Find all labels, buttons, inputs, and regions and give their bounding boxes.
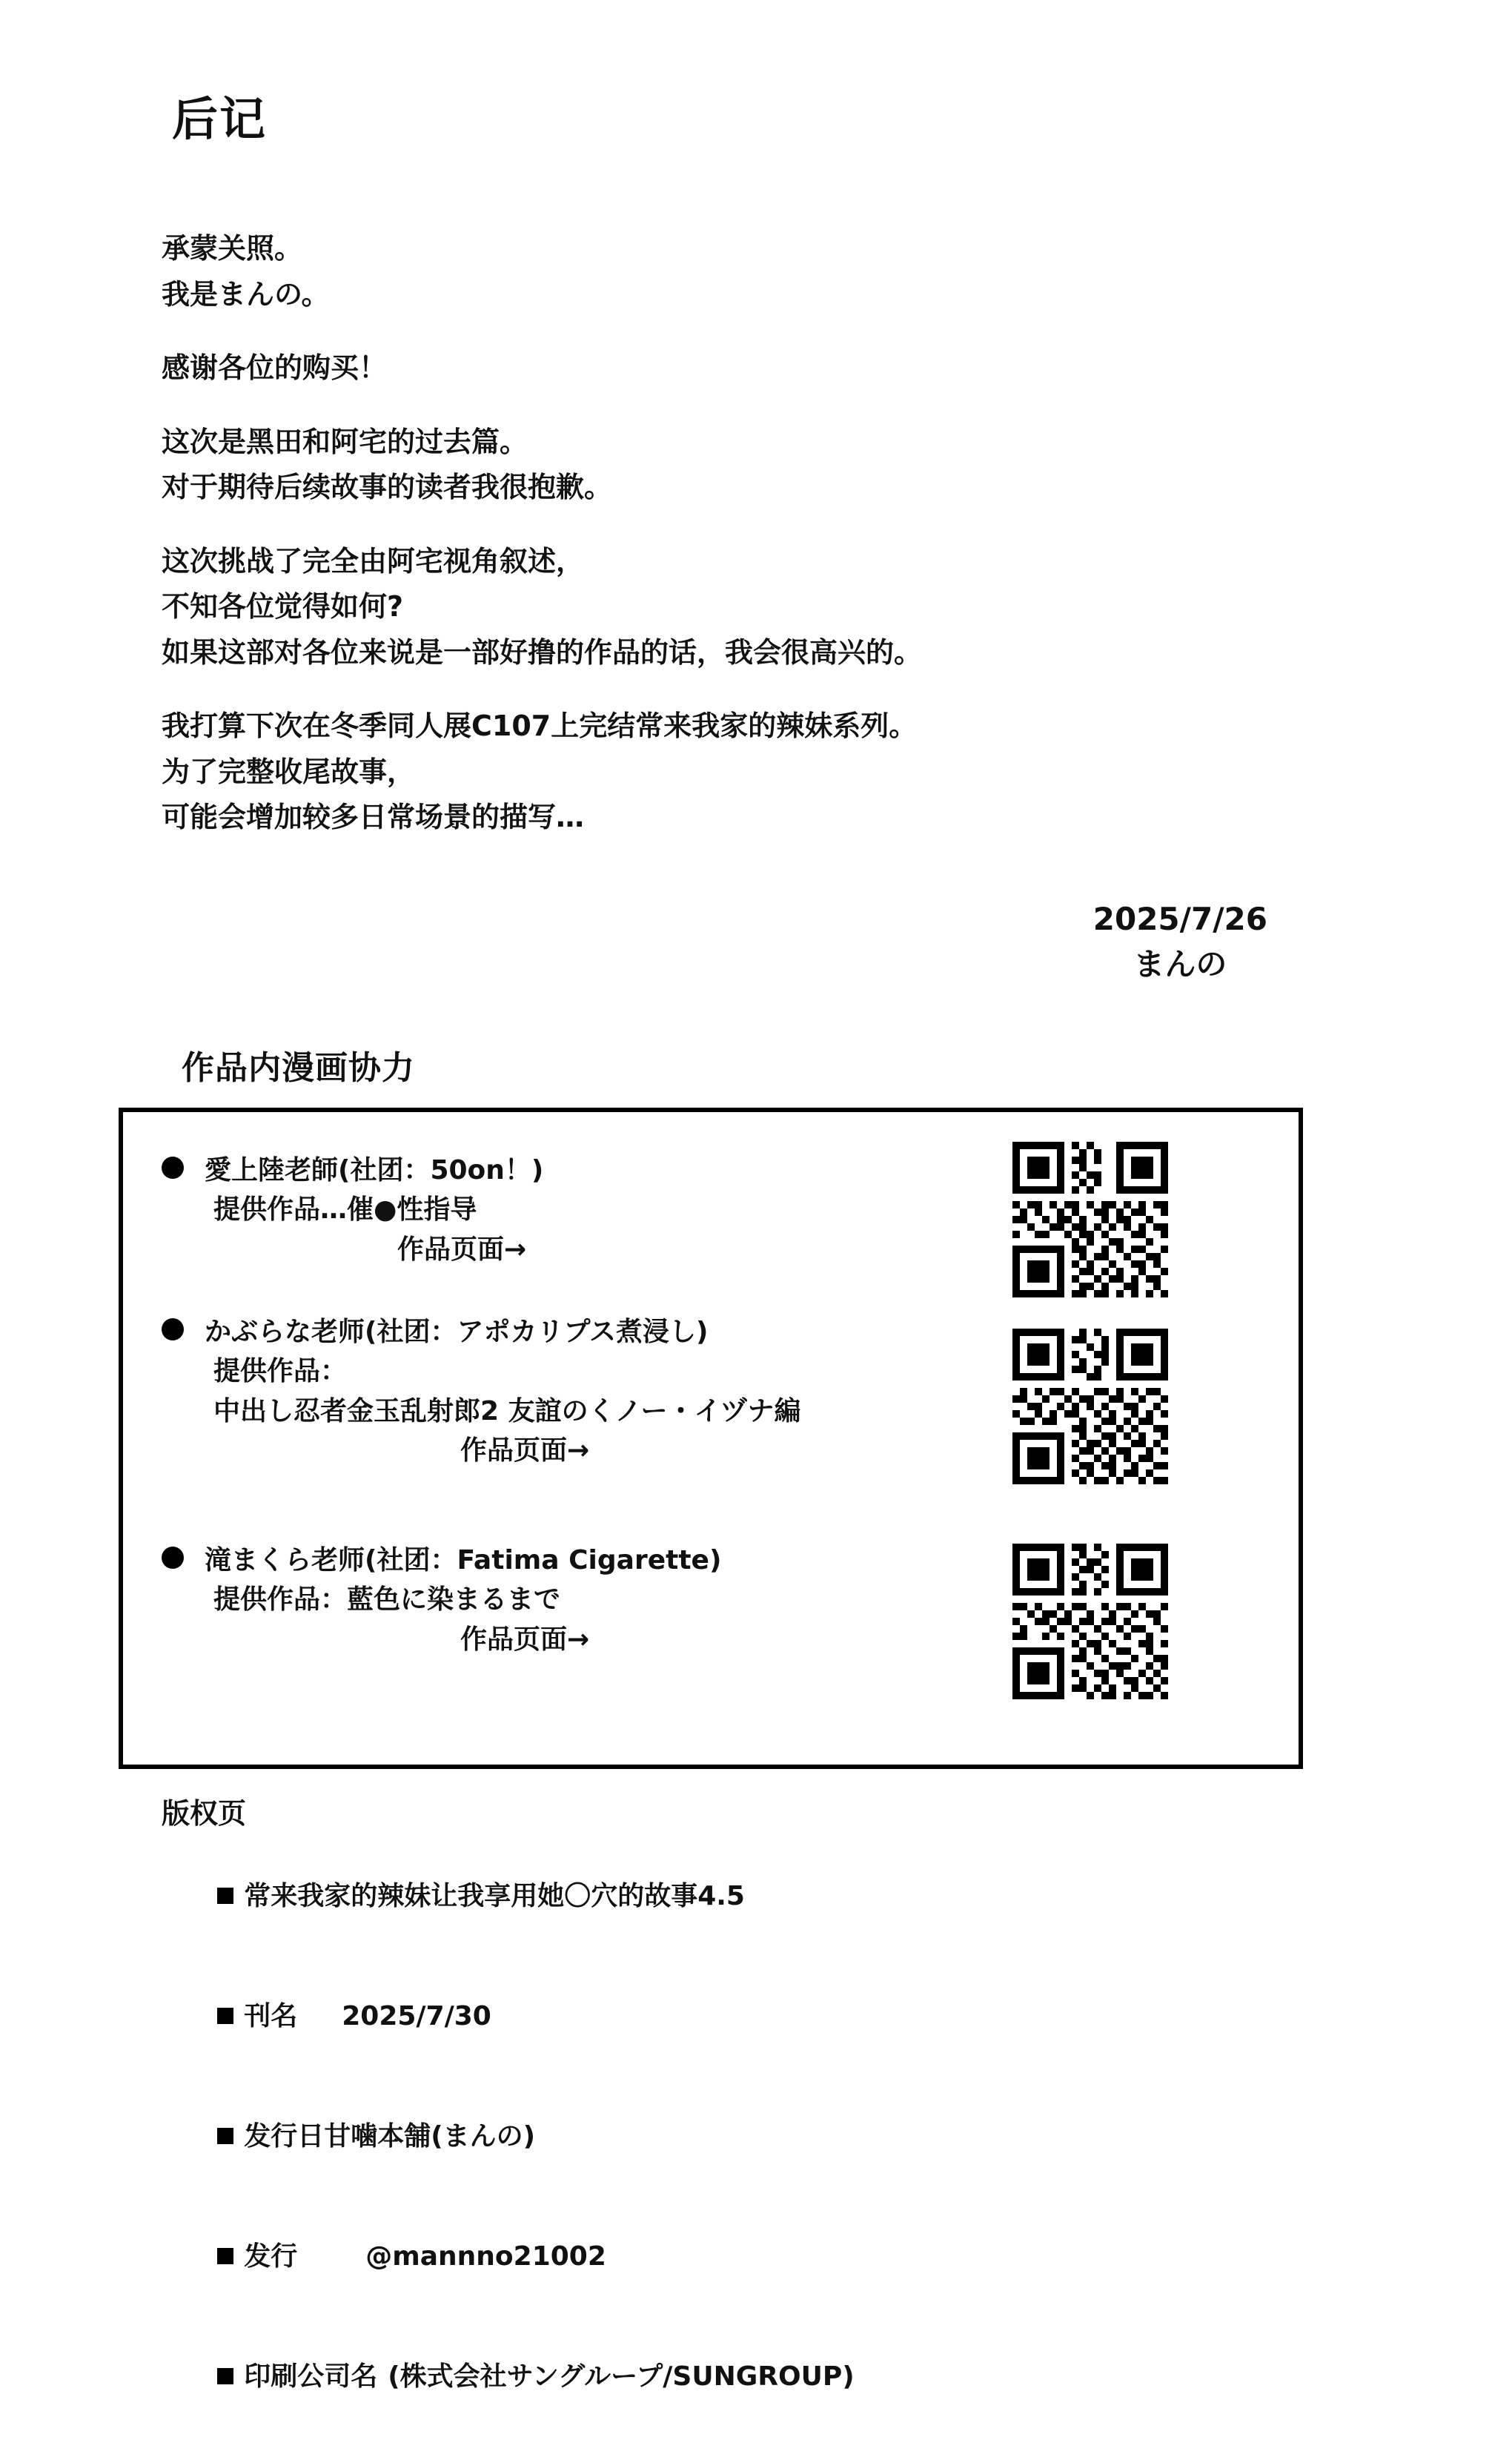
bullet-icon bbox=[162, 1318, 184, 1340]
afterword-line: 感谢各位的购买！ bbox=[162, 351, 388, 385]
afterword-line: 如果这部对各位来说是一部好撸的作品的话，我会很高兴的。 bbox=[162, 635, 923, 669]
afterword-line: 我打算下次在冬季同人展C107上完结常来我家的辣妹系列。 bbox=[162, 710, 918, 743]
credit-page-link[interactable]: 作品页面→ bbox=[460, 1624, 590, 1655]
colophon-row bbox=[162, 2077, 855, 2197]
credit-entry-text bbox=[205, 1312, 801, 1470]
colophon-value: 甘噛本舗(まんの) bbox=[324, 2121, 536, 2152]
colophon-label: 印刷公司名 bbox=[244, 2361, 378, 2392]
page-title: 后记 bbox=[172, 92, 268, 146]
colophon-row bbox=[162, 1957, 855, 2077]
credit-line: 提供作品…催●性指导 bbox=[213, 1194, 477, 1226]
colophon bbox=[162, 1793, 855, 2437]
colophon-value: 2025/7/30 bbox=[342, 2001, 491, 2031]
afterword-line: 这次是黑田和阿宅的过去篇。 bbox=[162, 425, 528, 458]
credit-line: 愛上陸老師(社团：50on！) bbox=[205, 1155, 544, 1186]
credit-entry bbox=[162, 1151, 543, 1269]
colophon-heading: 版权页 bbox=[162, 1797, 247, 1830]
colophon-value: @mannno21002 bbox=[365, 2241, 606, 2272]
credit-line: 滝まくら老师(社团：Fatima Cigarette) bbox=[205, 1545, 722, 1575]
credit-line: 提供作品：藍色に染まるまで bbox=[213, 1584, 561, 1616]
afterword-line: 我是まんの。 bbox=[162, 277, 330, 311]
colophon-label: 发行日 bbox=[244, 2121, 325, 2152]
credit-entry bbox=[162, 1312, 801, 1470]
colophon-row bbox=[162, 2197, 855, 2317]
bullet-icon bbox=[162, 1547, 184, 1569]
credits-box bbox=[119, 1108, 1303, 1769]
signature-date: 2025/7/26 bbox=[1092, 901, 1267, 937]
credit-page-link[interactable]: 作品页面→ bbox=[460, 1435, 590, 1466]
credits-heading: 作品内漫画协力 bbox=[182, 1049, 415, 1087]
credit-entry-text bbox=[205, 1151, 543, 1269]
afterword-line: 对于期待后续故事的读者我很抱歉。 bbox=[162, 471, 613, 504]
credit-entry bbox=[162, 1541, 721, 1659]
square-bullet-icon bbox=[217, 2248, 233, 2264]
afterword-line: 为了完整收尾故事， bbox=[162, 755, 416, 788]
credit-page-link[interactable]: 作品页面→ bbox=[397, 1234, 527, 1265]
signature-block bbox=[1093, 897, 1267, 988]
afterword-body bbox=[162, 226, 1303, 869]
credit-line: 中出し忍者金玉乱射郎2 友誼のくノー・イヅナ編 bbox=[213, 1395, 801, 1426]
colophon-row bbox=[162, 1836, 855, 1957]
colophon-value: (株式会社サングループ/SUNGROUP) bbox=[388, 2361, 855, 2392]
afterword-line: 可能会增加较多日常场景的描写… bbox=[162, 801, 585, 834]
afterword-line: 这次挑战了完全由阿宅视角叙述， bbox=[162, 544, 585, 578]
qr-code-icon[interactable] bbox=[1012, 1142, 1168, 1297]
signature-name: まんの bbox=[1133, 945, 1227, 982]
square-bullet-icon bbox=[217, 2008, 233, 2024]
colophon-label: 刊名 bbox=[244, 2001, 298, 2031]
afterword-paragraph bbox=[162, 345, 1303, 391]
credit-entry-text bbox=[205, 1541, 721, 1659]
qr-code-icon[interactable] bbox=[1012, 1544, 1168, 1699]
square-bullet-icon bbox=[217, 2368, 233, 2384]
credit-line: 提供作品： bbox=[213, 1356, 348, 1387]
afterword-paragraph bbox=[162, 704, 1303, 841]
bullet-icon bbox=[162, 1157, 184, 1179]
qr-code-icon[interactable] bbox=[1012, 1329, 1168, 1484]
square-bullet-icon bbox=[217, 1888, 233, 1904]
credit-line: かぶらな老师(社团：アポカリプス煮浸し) bbox=[205, 1317, 709, 1347]
colophon-row bbox=[162, 2317, 855, 2437]
colophon-value: 常来我家的辣妹让我享用她〇穴的故事4.5 bbox=[244, 1881, 745, 1911]
afterword-paragraph bbox=[162, 420, 1303, 511]
afterword-line: 承蒙关照。 bbox=[162, 232, 303, 265]
colophon-label: 发行 bbox=[244, 2241, 298, 2272]
square-bullet-icon bbox=[217, 2128, 233, 2144]
afterword-paragraph bbox=[162, 539, 1303, 676]
afterword-line: 不知各位觉得如何? bbox=[162, 590, 404, 624]
afterword-paragraph bbox=[162, 226, 1303, 317]
